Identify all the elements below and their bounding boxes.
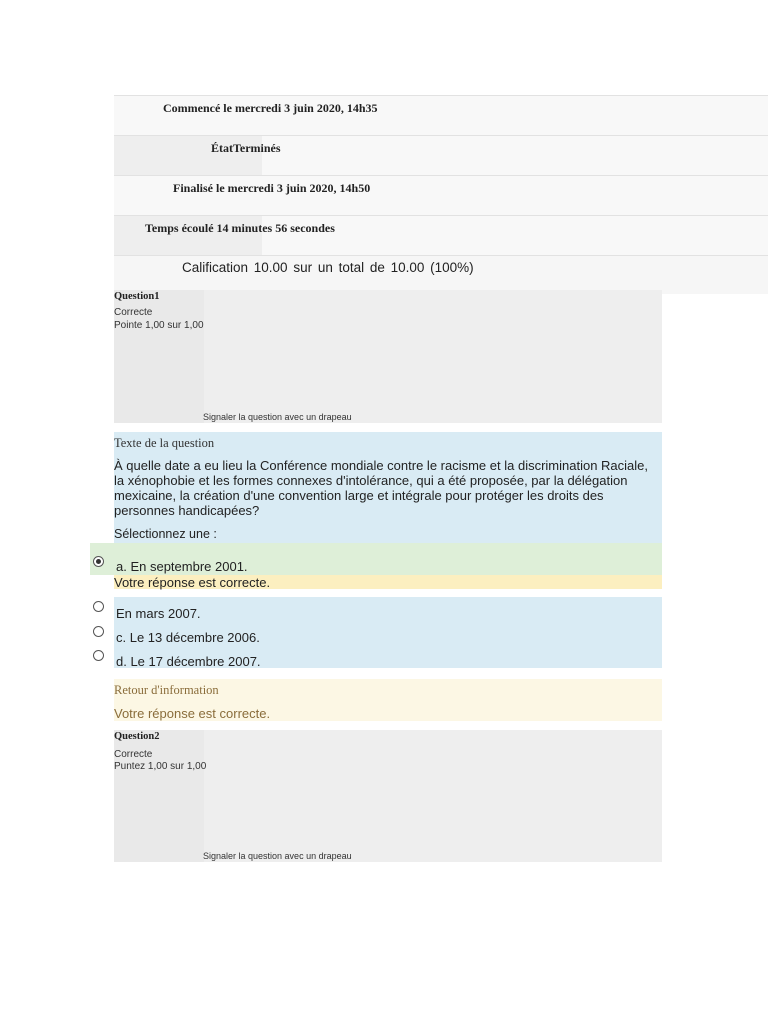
question2-grade: Puntez 1,00 sur 1,00	[114, 761, 207, 772]
summary-started: Commencé le mercredi 3 juin 2020, 14h35	[163, 101, 378, 115]
summary-time-taken: Temps écoulé 14 minutes 56 secondes	[145, 221, 335, 235]
outcome-text: Votre réponse est correcte.	[114, 706, 271, 721]
option-a-radio[interactable]	[93, 556, 104, 567]
summary-row-completed	[114, 175, 768, 215]
summary-row-grade	[114, 255, 768, 294]
summary-row-state	[114, 135, 768, 175]
question1-state: Correcte	[114, 307, 153, 318]
option-a-feedback: Votre réponse est correcte.	[114, 575, 271, 590]
outcome-title: Retour d'information	[114, 683, 219, 697]
summary-completed: Finalisé le mercredi 3 juin 2020, 14h50	[173, 181, 371, 195]
question-text: À quelle date a eu lieu la Conférence mondiale contre le racisme et la discrimination Raciale, la xénophobie et les formes connexes d'intolérance, qui a été proposée, par la délégation mexicaine, la création d'une convention large et intégrale pour protéger les droits des personnes handicapées?	[114, 458, 649, 518]
question1-flag-link[interactable]: Signaler la question avec un drapeau	[203, 412, 352, 422]
summary-grade: Calification 10.00 sur un total de 10.00 (100%)	[182, 260, 474, 275]
option-a-label[interactable]: a. En septembre 2001.	[116, 559, 248, 574]
summary-state: ÉtatTerminés	[211, 141, 281, 155]
question-text-title: Texte de la question	[114, 436, 215, 450]
question1-outcome	[114, 679, 662, 721]
option-b-label[interactable]: En mars 2007.	[116, 606, 201, 621]
option-d-radio[interactable]	[93, 650, 104, 661]
question1-number: Question1	[114, 291, 160, 302]
option-b-radio[interactable]	[93, 601, 104, 612]
question2-flag-link[interactable]: Signaler la question avec un drapeau	[203, 851, 352, 861]
answer-prompt: Sélectionnez une :	[114, 527, 217, 541]
summary-row-time	[114, 215, 768, 255]
question2-info	[114, 730, 662, 862]
option-c-label[interactable]: c. Le 13 décembre 2006.	[116, 630, 260, 645]
quiz-summary-table	[114, 95, 768, 294]
question2-number: Question2	[114, 731, 160, 742]
question1-info	[114, 290, 662, 423]
question1-grade: Pointe 1,00 sur 1,00	[114, 320, 204, 331]
summary-row-started	[114, 95, 768, 135]
question2-state: Correcte	[114, 749, 153, 760]
option-c-radio[interactable]	[93, 626, 104, 637]
option-d-label[interactable]: d. Le 17 décembre 2007.	[116, 654, 261, 669]
